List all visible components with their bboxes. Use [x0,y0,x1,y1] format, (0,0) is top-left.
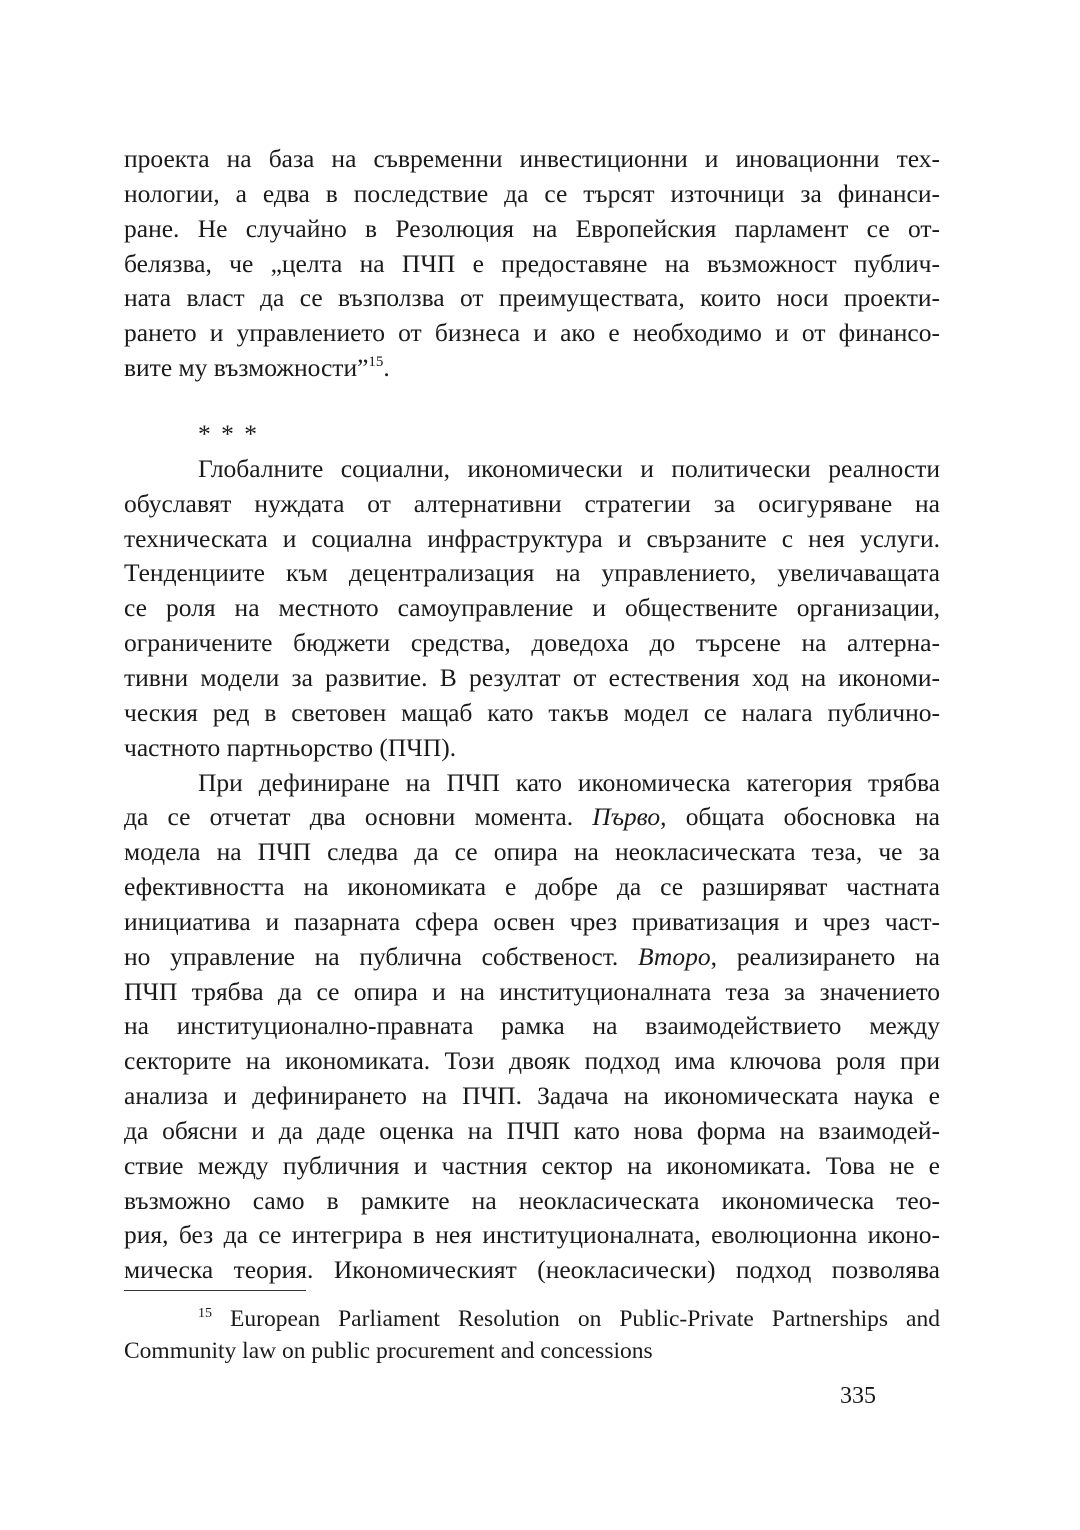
text-line: ефективността на икономиката е добре да се разширяват частната [124,872,940,902]
text-line: ната власт да се възползва от преимуществата, които носи проекти- [124,283,940,313]
text-line: мическа теория. Икономическият (неокласически) подход позволява [124,1255,940,1285]
text-line: да обясни и да даде оценка на ПЧП като нова форма на взаимодей- [124,1115,940,1145]
footnote-line [124,1303,940,1335]
text-fragment: вите му възможности” [124,353,369,383]
text-line: При дефиниране на ПЧП като икономическа категория трябва [198,767,940,797]
text-line: белязва, че „целта на ПЧП е предоставяне на възможност публич- [124,248,940,278]
footnote-line: Community law on public procurement and concessions [124,1338,653,1364]
text-fragment: , реализирането на [710,941,940,971]
footnote-text: European Parliament Resolution on Public-Private Partnerships and [212,1306,940,1332]
text-line [124,351,940,386]
text-line: модела на ПЧП следва да се опира на неокласическата теза, че за [124,837,940,867]
text-line: обуславят нуждата от алтернативни стратегии за осигуряване на [124,488,940,518]
text-line: ране. Не случайно в Резолюция на Европейския парламент се от- [124,213,940,243]
text-line: Глобалните социални, икономически и политически реалности [198,453,940,483]
footnote-number: 15 [198,1306,212,1321]
text-line: на институционално-правната рамка на взаимодействието между [124,1011,940,1041]
text-line: ограничените бюджети средства, доведоха до търсене на алтерна- [124,628,940,658]
text-line: ческия ред в световен мащаб като такъв модел се налага публично- [124,697,940,727]
paragraph-global-realities [124,452,940,766]
text-line [124,940,940,975]
text-line: секторите на икономиката. Този двояк подход има ключова роля при [124,1046,940,1076]
page-body [124,142,940,1288]
text-line: анализа и дефинирането на ПЧП. Задача на икономическата наука е [124,1081,940,1111]
footnote-reference[interactable]: 15 [368,354,384,371]
spacer [124,386,940,416]
emphasis-first: Първо [592,802,661,832]
text-line: тивни модели за развитие. В резултат от естествения ход на икономи- [124,662,940,692]
page-number: 335 [840,1383,876,1409]
paragraph-ppp-definition [124,766,940,1289]
paragraph-continuation [124,142,940,386]
text-fragment: да се отчетат два основни момента. [124,802,593,832]
text-line: техническата и социална инфраструктура и свързаните с нея услуги. [124,523,940,553]
text-fragment: . [383,353,390,383]
text-line: частното партньорство (ПЧП). [124,732,457,762]
emphasis-second: Второ [638,941,711,971]
text-line: рането и управлението от бизнеса и ако е необходимо и от финансо- [124,318,940,348]
text-line: инициатива и пазарната сфера освен чрез приватизация и чрез част- [124,906,940,936]
text-line: Тенденциите към децентрализация на управлението, увеличаващата [124,558,940,588]
text-fragment: но управление на публична собственост. [124,941,639,971]
text-line: проекта на база на съвременни инвестиционни и иновационни тех- [124,144,940,173]
footnote-divider [124,1290,306,1291]
section-separator: * * * [198,418,259,448]
footnote [124,1303,940,1367]
text-line: нологии, а едва в последствие да се търсят източници за финанси- [124,178,940,208]
text-line: ствие между публичния и частния сектор на икономиката. Това не е [124,1150,940,1180]
text-line: се роля на местното самоуправление и обществените организации, [124,593,940,623]
text-fragment: , общата обосновка на [660,802,940,832]
text-line: възможно само в рамките на неокласическата икономическа тео- [124,1185,940,1215]
text-line: ПЧП трябва да се опира и на институционалната теза за значението [124,976,940,1006]
text-line [124,800,940,835]
text-line: рия, без да се интегрира в нея институционалната, еволюционна иконо- [124,1220,940,1250]
